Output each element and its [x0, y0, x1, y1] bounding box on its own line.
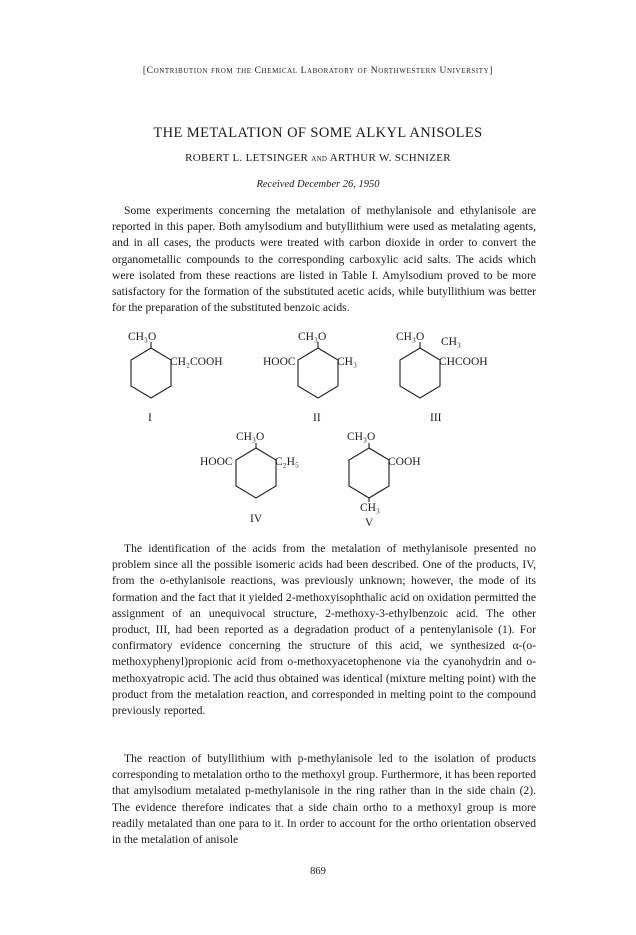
chemical-structures — [0, 330, 636, 535]
benzene-ring-v — [349, 448, 389, 498]
struct-iv-top: CH₃O — [236, 431, 265, 443]
struct-iii-top: CH₃O — [396, 331, 425, 343]
struct-v-top: CH₃O — [347, 431, 376, 443]
benzene-ring-iv — [236, 448, 276, 498]
author-schnizer: ARTHUR W. SCHNIZER — [329, 152, 451, 164]
received-date: Received December 26, 1950 — [256, 179, 380, 190]
struct-i-top: CH₃O — [128, 331, 157, 343]
struct-ii-left: HOOC — [263, 356, 296, 368]
paragraph-butyllithium: The reaction of butyllithium with p-methylanisole led to the isolation of products corresponding to metalation ortho to the methoxyl group. Furthermore, it has been reported that amylsodium metalated p-methylanisole in the ring rather than in the side chain (2). The evidence therefore indicates that a side chain ortho to a methoxyl group is more readily metalated than one para to it. In order to account for the ortho orientation observed in the metalation of anisole — [112, 752, 536, 847]
struct-v-right: COOH — [388, 456, 421, 468]
struct-iii-right-top: CH₃ — [441, 336, 461, 348]
struct-iii-label: III — [430, 412, 442, 424]
author-conjunction: and — [311, 153, 328, 164]
struct-v-label: V — [365, 517, 374, 529]
struct-iii-right: CHCOOH — [439, 356, 488, 368]
paragraph-intro: Some experiments concerning the metalation of methylanisole and ethylanisole are reported in this paper. Both amylsodium and butyllithium were used as metalating agents, and in all cases, the products were treated with carbon dioxide in order to convert the organometallic compounds to the corresponding carboxylic acid salts. The acids which were isolated from these reactions are listed in Table I. Amylsodium proved to be more satisfactory for the formation of the substituted acetic acids, while butyllithium was better for the preparation of the substituted benzoic acids. — [112, 204, 536, 315]
struct-iv-right: C₂H₅ — [275, 456, 299, 468]
benzene-ring-iii — [400, 348, 440, 398]
paragraph-identification: The identification of the acids from the metalation of methylanisole presented no problem since all the possible isomeric acids had been described. One of the products, IV, from the o-ethylanisole reactions, was previously unknown; however, the mode of its formation and the fact that it yielded 2-methoxyisophthalic acid on oxidation permitted the assignment of an unequivocal structure, 2-methoxy-3-ethylbenzoic acid. The other product, III, had been reported as a degradation product of a pentenylanisole (1). For confirmatory evidence concerning the structure of this acid, we synthesized α-(o-methoxyphenyl)propionic acid from o-methoxyacetophenone via the cyanohydrin and o-methoxyatropic acid. The acid thus obtained was identical (mixture melting point) with the product from the metalation reaction, and corresponded in melting point to the compound previously reported. — [112, 542, 536, 718]
struct-ii-right: CH₃ — [337, 356, 357, 368]
paper-title: THE METALATION OF SOME ALKYL ANISOLES — [153, 125, 483, 141]
author-letsinger: ROBERT L. LETSINGER — [185, 152, 309, 164]
struct-i-right: CH₂COOH — [170, 356, 223, 368]
struct-ii-label: II — [313, 412, 321, 424]
benzene-ring-ii — [298, 348, 338, 398]
struct-ii-top: CH₃O — [298, 331, 327, 343]
struct-i-label: I — [148, 412, 152, 424]
benzene-ring-i — [131, 348, 171, 398]
page-number: 869 — [310, 866, 326, 877]
struct-iv-left: HOOC — [200, 456, 233, 468]
authors-line — [0, 152, 636, 164]
contribution-line: [Contribution from the Chemical Laboratory of Northwestern University] — [142, 66, 494, 76]
struct-iv-label: IV — [250, 513, 263, 525]
struct-v-bottom: CH₃ — [360, 502, 380, 514]
